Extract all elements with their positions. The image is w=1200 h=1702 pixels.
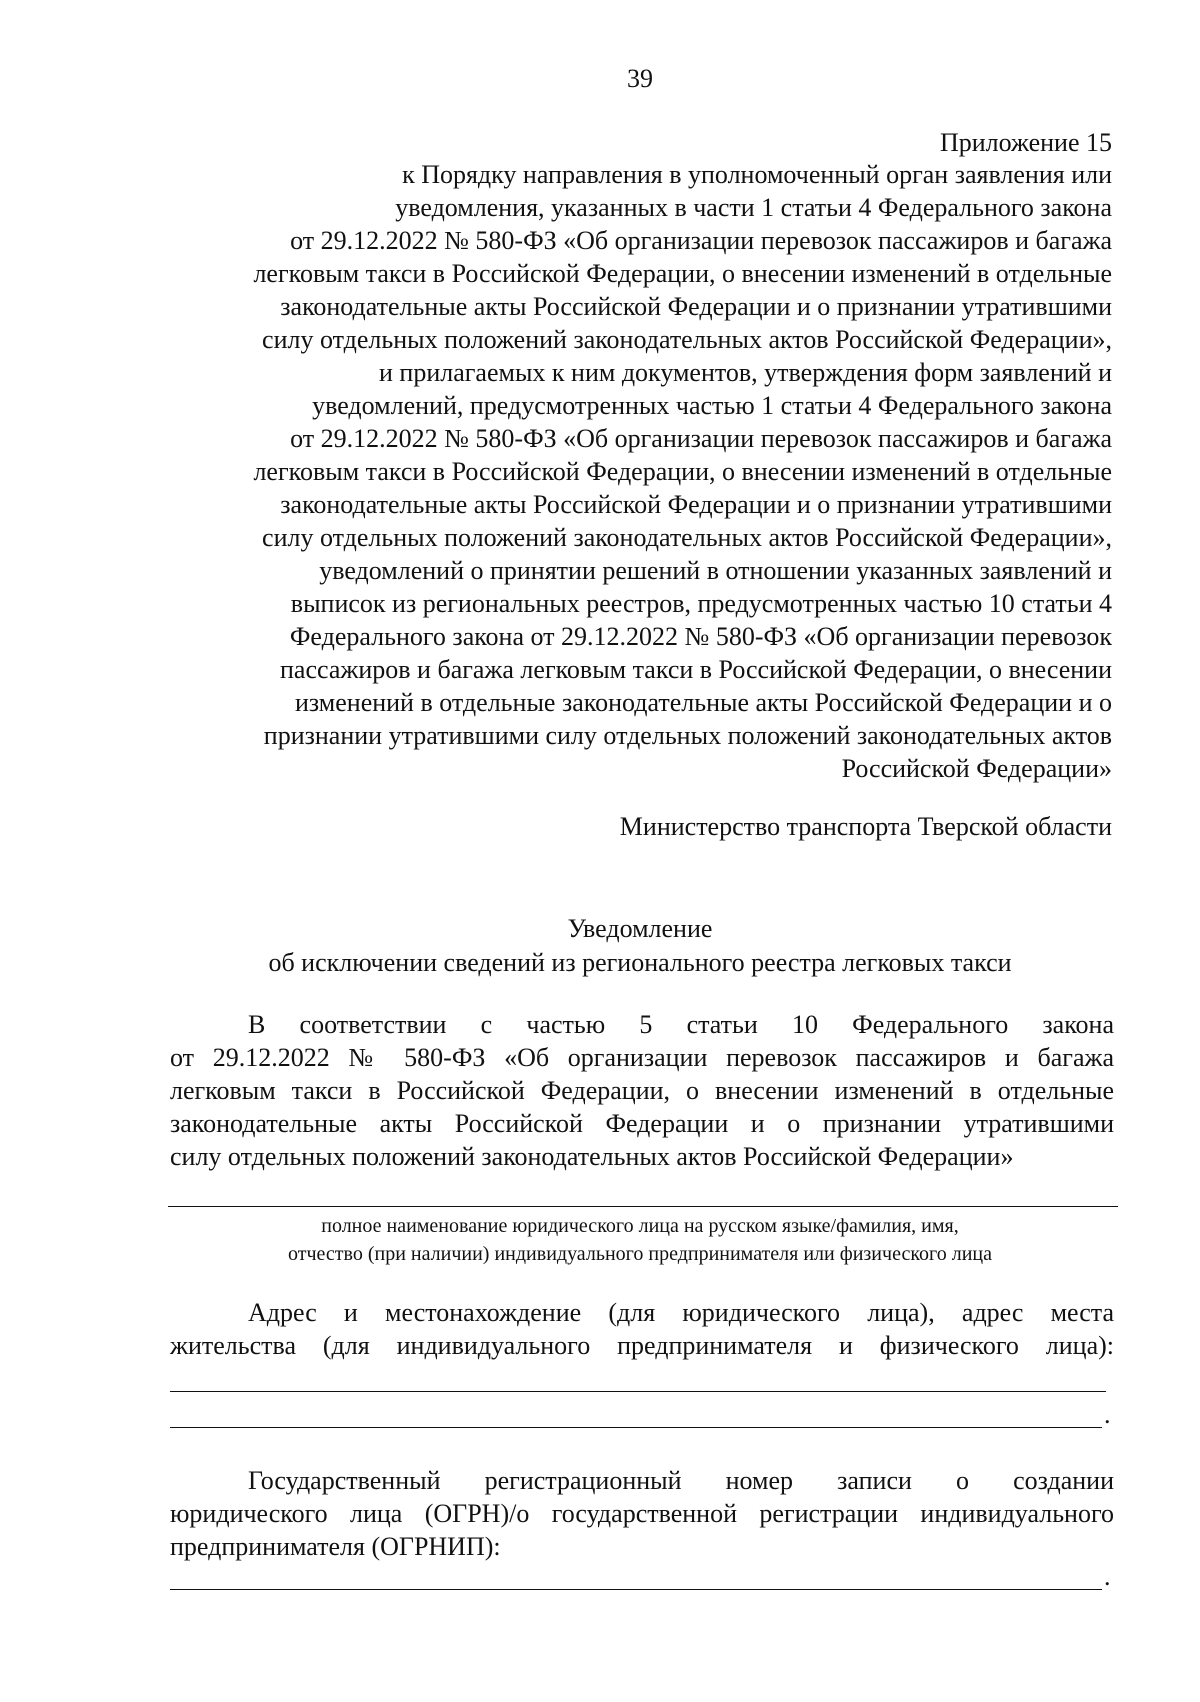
address-fill-line[interactable] bbox=[170, 1391, 1106, 1392]
appendix-line: уведомлений, предусмотренных частью 1 статьи 4 Федерального закона bbox=[312, 391, 1112, 420]
paragraph-line: от 29.12.2022 № 580-ФЗ «Об организации перевозок пассажиров и багажа bbox=[170, 1043, 1114, 1072]
registration-end-mark: . bbox=[1104, 1562, 1111, 1591]
paragraph-line: жительства (для индивидуального предпринимателя и физического лица): bbox=[170, 1331, 1114, 1360]
appendix-line: уведомления, указанных в части 1 статьи 4 Федерального закона bbox=[395, 193, 1112, 222]
appendix-reference bbox=[160, 158, 1112, 785]
appendix-line: признании утратившими силу отдельных положений законодательных актов bbox=[263, 721, 1112, 750]
appendix-line: выписок из региональных реестров, предусмотренных частью 10 статьи 4 bbox=[290, 589, 1112, 618]
appendix-line: легковым такси в Российской Федерации, о внесении изменений в отдельные bbox=[253, 457, 1112, 486]
notice-heading bbox=[168, 912, 1112, 980]
paragraph-line: Адрес и местонахождение (для юридического лица), адрес места bbox=[248, 1298, 1114, 1327]
name-fill-line[interactable] bbox=[168, 1206, 1118, 1207]
paragraph-line: легковым такси в Российской Федерации, о внесении изменений в отдельные bbox=[170, 1076, 1114, 1105]
paragraph-line: законодательные акты Российской Федерации и о признании утратившими bbox=[170, 1109, 1114, 1138]
appendix-line: изменений в отдельные законодательные акты Российской Федерации и о bbox=[294, 688, 1112, 717]
caption-line: полное наименование юридического лица на русском языке/фамилия, имя, bbox=[321, 1215, 959, 1237]
appendix-line: законодательные акты Российской Федерации и о признании утратившими bbox=[280, 490, 1112, 519]
paragraph-line: силу отдельных положений законодательных актов Российской Федерации» bbox=[170, 1142, 1014, 1171]
paragraph-line: Государственный регистрационный номер записи о создании bbox=[248, 1466, 1114, 1495]
caption-line: отчество (при наличии) индивидуального предпринимателя или физического лица bbox=[288, 1243, 992, 1265]
legal-basis-paragraph bbox=[170, 1008, 1114, 1173]
notice-title: Уведомление bbox=[567, 914, 713, 943]
appendix-line: от 29.12.2022 № 580-ФЗ «Об организации перевозок пассажиров и багажа bbox=[290, 226, 1112, 255]
appendix-line: от 29.12.2022 № 580-ФЗ «Об организации перевозок пассажиров и багажа bbox=[290, 424, 1112, 453]
appendix-line: Российской Федерации» bbox=[841, 754, 1112, 783]
appendix-line: легковым такси в Российской Федерации, о внесении изменений в отдельные bbox=[253, 259, 1112, 288]
appendix-line: Федерального закона от 29.12.2022 № 580-ФЗ «Об организации перевозок bbox=[289, 622, 1112, 651]
address-paragraph bbox=[170, 1296, 1114, 1362]
paragraph-line: В соответствии с частью 5 статьи 10 Федерального закона bbox=[248, 1010, 1114, 1039]
appendix-line: пассажиров и багажа легковым такси в Российской Федерации, о внесении bbox=[280, 655, 1112, 684]
paragraph-line: предпринимателя (ОГРНИП): bbox=[170, 1532, 501, 1561]
address-fill-line[interactable] bbox=[170, 1427, 1102, 1428]
appendix-line: силу отдельных положений законодательных актов Российской Федерации», bbox=[262, 523, 1112, 552]
appendix-line: силу отдельных положений законодательных актов Российской Федерации», bbox=[262, 325, 1112, 354]
name-field-caption bbox=[168, 1212, 1112, 1268]
appendix-line: уведомлений о принятии решений в отношении указанных заявлений и bbox=[319, 556, 1112, 585]
appendix-line: и прилагаемых к ним документов, утверждения форм заявлений и bbox=[378, 358, 1112, 387]
registration-fill-line[interactable] bbox=[170, 1589, 1102, 1590]
registration-paragraph bbox=[170, 1464, 1114, 1563]
addressee: Министерство транспорта Тверской области bbox=[619, 812, 1112, 841]
page-number: 39 bbox=[627, 64, 653, 93]
paragraph-line: юридического лица (ОГРН)/о государственной регистрации индивидуального bbox=[170, 1499, 1114, 1528]
appendix-title: Приложение 15 bbox=[939, 128, 1112, 157]
appendix-line: законодательные акты Российской Федерации и о признании утратившими bbox=[280, 292, 1112, 321]
address-end-mark: . bbox=[1104, 1400, 1111, 1429]
notice-subtitle: об исключении сведений из регионального реестра легковых такси bbox=[268, 948, 1012, 977]
appendix-line: к Порядку направления в уполномоченный орган заявления или bbox=[402, 160, 1112, 189]
